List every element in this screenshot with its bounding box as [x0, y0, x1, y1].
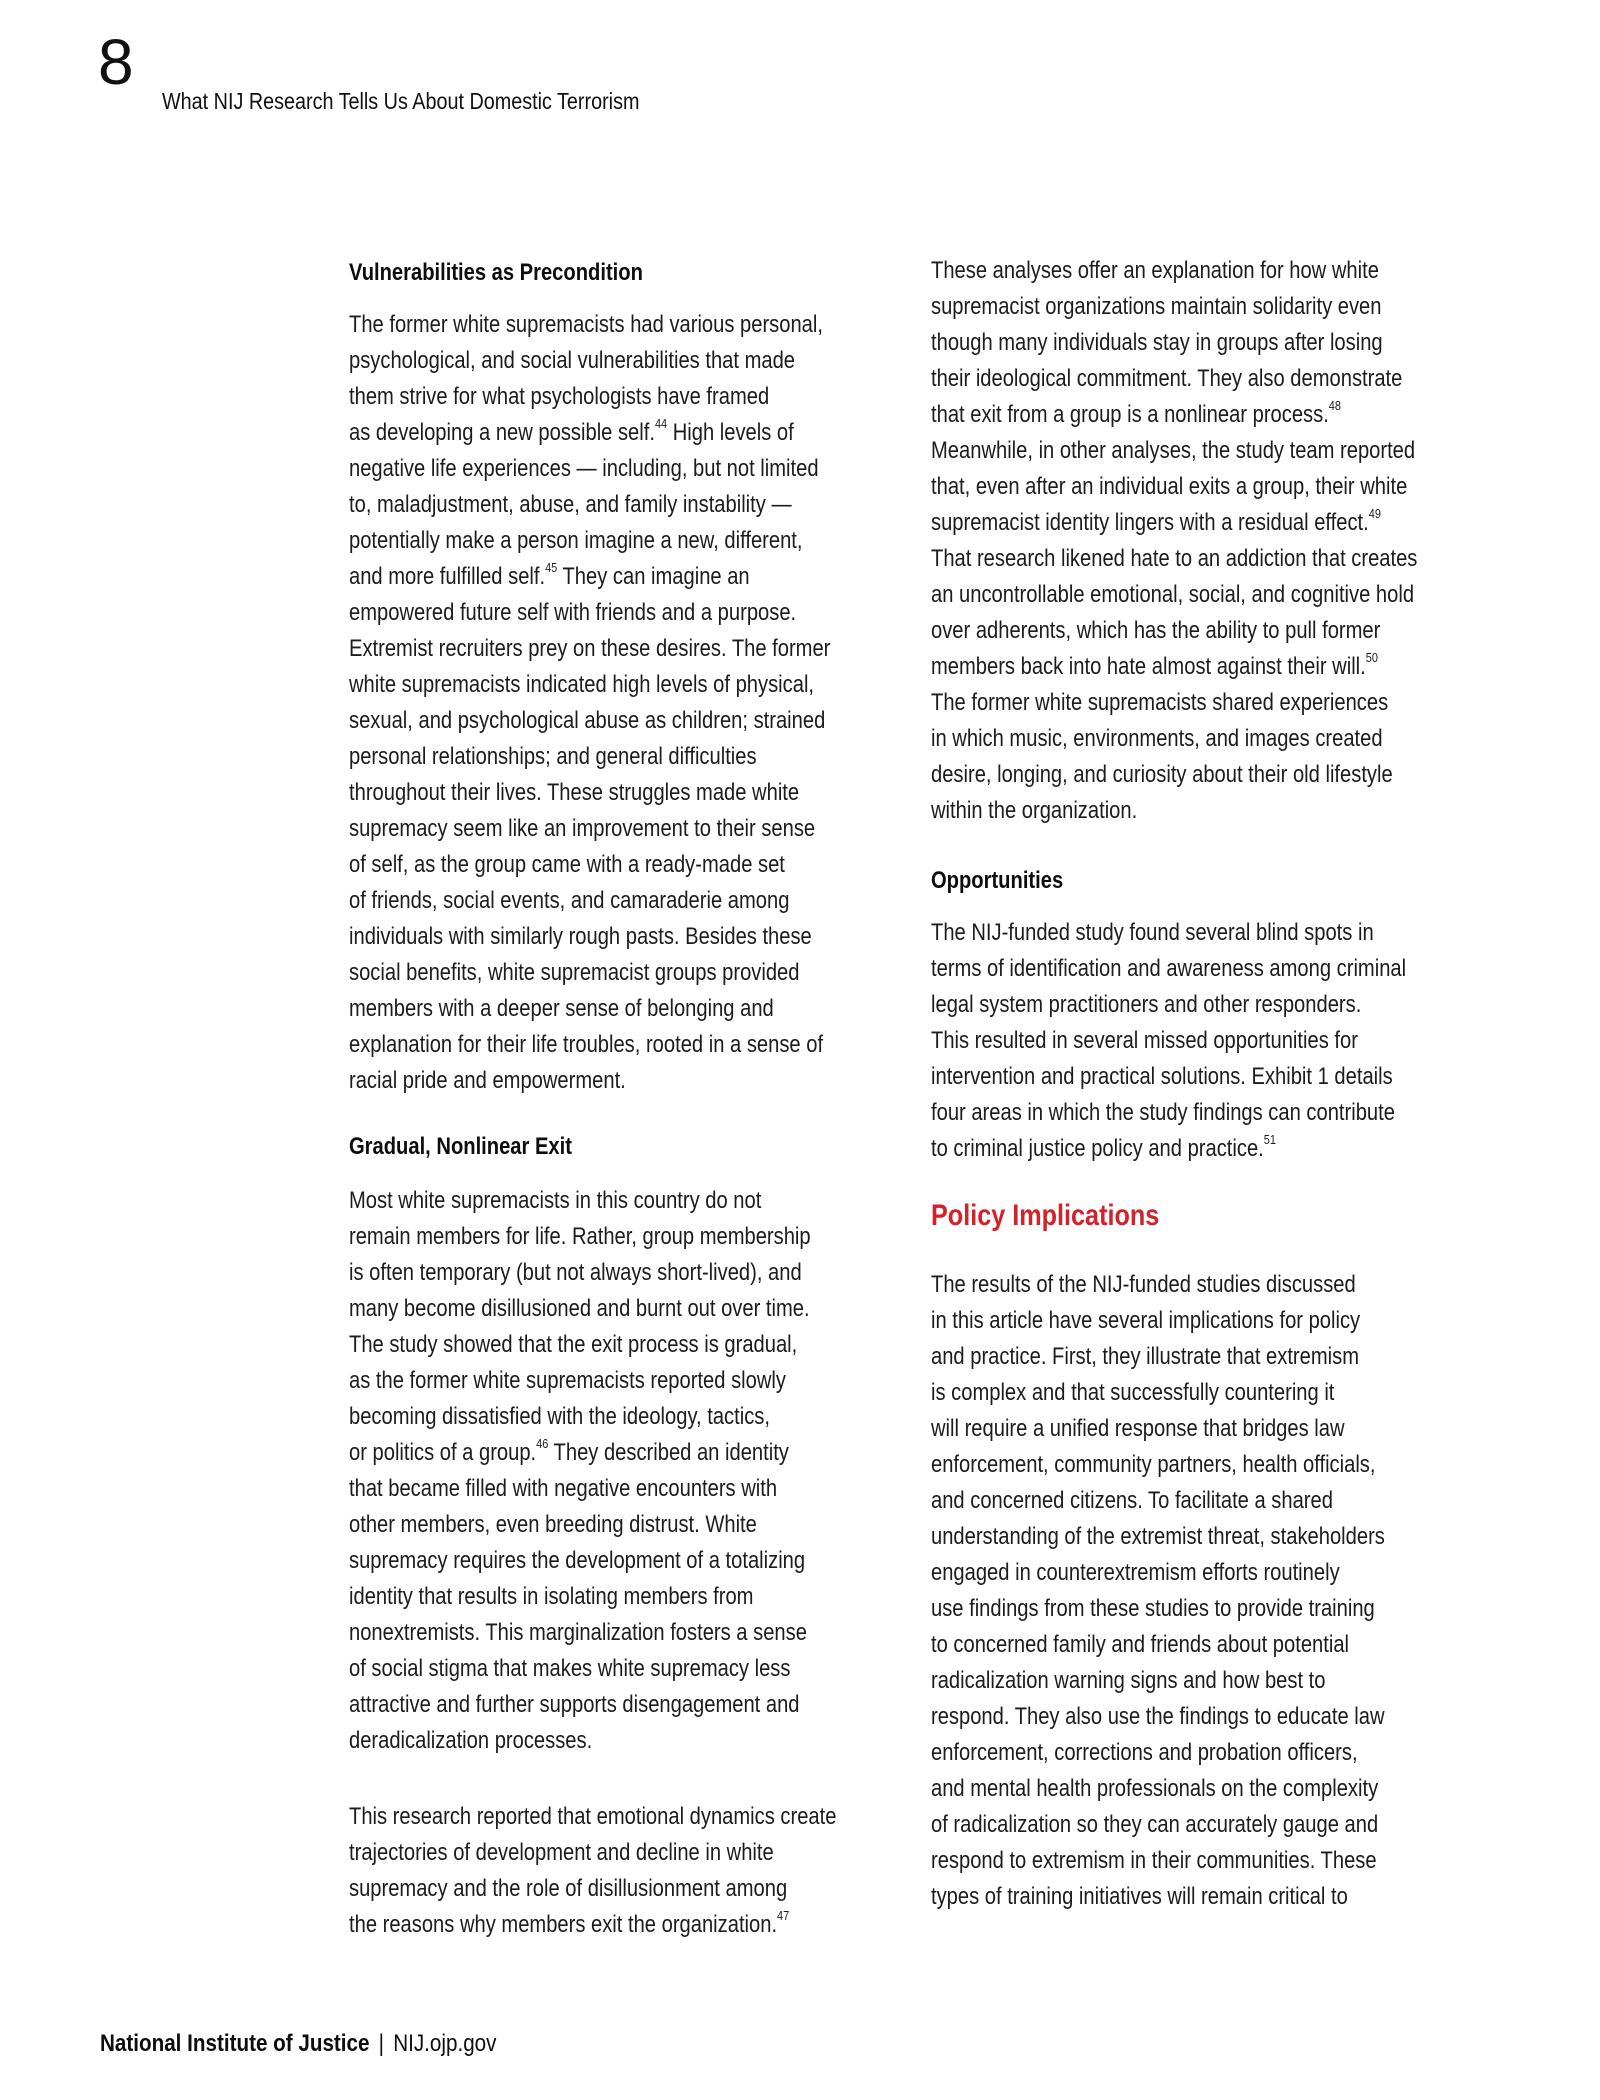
- text-line: is complex and that successfully countering it: [931, 1379, 1335, 1406]
- text-line: will require a unified response that bridges law: [931, 1415, 1345, 1442]
- text-line: negative life experiences — including, but not limited: [349, 455, 819, 482]
- text-line: of friends, social events, and camaraderie among: [349, 887, 790, 914]
- text-line: or politics of a group.$^{46}$ They described an identity: [349, 1436, 789, 1466]
- text-line: respond. They also use the findings to educate law: [931, 1703, 1385, 1730]
- text-line: as developing a new possible self.$^{44}$ High levels of: [349, 416, 794, 446]
- text-line: members with a deeper sense of belonging and: [349, 995, 774, 1022]
- text-line: radicalization warning signs and how best to: [931, 1667, 1326, 1694]
- text-line: terms of identification and awareness among criminal: [931, 955, 1407, 982]
- text-line: nonextremists. This marginalization fosters a sense: [349, 1619, 807, 1646]
- footnote-reference[interactable]: 47: [777, 1908, 790, 1923]
- text-line: The former white supremacists shared experiences: [931, 689, 1389, 716]
- text-line: sexual, and psychological abuse as children; strained: [349, 707, 826, 734]
- text-line: racial pride and empowerment.: [349, 1067, 626, 1094]
- text-line: many become disillusioned and burnt out over time.: [349, 1295, 810, 1322]
- text-line: This research reported that emotional dynamics create: [349, 1803, 837, 1830]
- text-line: to criminal justice policy and practice.$^{51}$: [931, 1132, 1276, 1162]
- text-line: use findings from these studies to provide training: [931, 1595, 1375, 1622]
- footnote-reference[interactable]: 48: [1328, 398, 1341, 413]
- text-line: Extremist recruiters prey on these desires. The former: [349, 635, 831, 662]
- text-line: intervention and practical solutions. Exhibit 1 details: [931, 1063, 1393, 1090]
- text-line: becoming dissatisfied with the ideology, tactics,: [349, 1403, 770, 1430]
- running-title: What NIJ Research Tells Us About Domestic Terrorism: [162, 88, 640, 114]
- text-line: though many individuals stay in groups after losing: [931, 329, 1383, 356]
- footnote-reference[interactable]: 46: [536, 1436, 549, 1451]
- text-line: remain members for life. Rather, group membership: [349, 1223, 811, 1250]
- text-line: explanation for their life troubles, rooted in a sense of: [349, 1031, 824, 1058]
- text-line: the reasons why members exit the organization.$^{47}$: [349, 1908, 790, 1938]
- text-line: is often temporary (but not always short-lived), and: [349, 1259, 802, 1286]
- text-line: that exit from a group is a nonlinear process.$^{48}$: [931, 398, 1341, 428]
- text-line: The NIJ-funded study found several blind spots in: [931, 919, 1374, 946]
- text-line: of self, as the group came with a ready-made set: [349, 851, 785, 878]
- text-line: enforcement, community partners, health officials,: [931, 1451, 1376, 1478]
- text-line: The results of the NIJ-funded studies discussed: [931, 1271, 1356, 1298]
- text-line: as the former white supremacists reported slowly: [349, 1367, 786, 1394]
- text-line: Meanwhile, in other analyses, the study team reported: [931, 437, 1416, 464]
- text-line: Most white supremacists in this country do not: [349, 1187, 762, 1214]
- footer-organization: National Institute of Justice: [100, 2030, 370, 2057]
- text-line: and more fulfilled self.$^{45}$ They can imagine an: [349, 560, 750, 590]
- text-line: of social stigma that makes white supremacy less: [349, 1655, 791, 1682]
- text-line: supremacist identity lingers with a residual effect.$^{49}$: [931, 506, 1381, 536]
- footnote-reference[interactable]: 50: [1365, 650, 1378, 665]
- text-line: in which music, environments, and images created: [931, 725, 1383, 752]
- text-line: desire, longing, and curiosity about their old lifestyle: [931, 761, 1393, 788]
- text-line: their ideological commitment. They also demonstrate: [931, 365, 1403, 392]
- footnote-reference[interactable]: 49: [1368, 506, 1381, 521]
- footnote-reference[interactable]: 51: [1263, 1132, 1276, 1147]
- text-line: to concerned family and friends about potential: [931, 1631, 1350, 1658]
- text-line: psychological, and social vulnerabilities that made: [349, 347, 796, 374]
- text-line: in this article have several implications for policy: [931, 1307, 1361, 1334]
- text-line: an uncontrollable emotional, social, and cognitive hold: [931, 581, 1415, 608]
- text-line: social benefits, white supremacist groups provided: [349, 959, 800, 986]
- text-line: enforcement, corrections and probation officers,: [931, 1739, 1358, 1766]
- text-line: legal system practitioners and other responders.: [931, 991, 1362, 1018]
- page-number: 8: [98, 26, 134, 98]
- text-line: empowered future self with friends and a purpose.: [349, 599, 797, 626]
- text-line: supremacy and the role of disillusionment among: [349, 1875, 788, 1902]
- text-line: understanding of the extremist threat, stakeholders: [931, 1523, 1385, 1550]
- text-line: four areas in which the study findings can contribute: [931, 1099, 1395, 1126]
- footnote-reference[interactable]: 44: [654, 416, 668, 431]
- text-line: and concerned citizens. To facilitate a shared: [931, 1487, 1333, 1514]
- text-line: engaged in counterextremism efforts routinely: [931, 1559, 1340, 1586]
- text-line: over adherents, which has the ability to pull former: [931, 617, 1381, 644]
- footnote-reference[interactable]: 45: [545, 560, 558, 575]
- text-line: and practice. First, they illustrate that extremism: [931, 1343, 1359, 1370]
- text-line: supremacy requires the development of a totalizing: [349, 1547, 806, 1574]
- text-line: The former white supremacists had various personal,: [349, 311, 823, 338]
- text-line: within the organization.: [931, 797, 1138, 824]
- text-line: attractive and further supports disengagement and: [349, 1691, 800, 1718]
- text-line: trajectories of development and decline in white: [349, 1839, 774, 1866]
- subheading-vulnerabilities: Vulnerabilities as Precondition: [349, 259, 643, 286]
- text-line: to, maladjustment, abuse, and family instability —: [349, 491, 792, 518]
- text-line: them strive for what psychologists have framed: [349, 383, 770, 410]
- footer-separator: |: [378, 2030, 385, 2057]
- footer: [100, 2030, 496, 2058]
- text-line: The study showed that the exit process is gradual,: [349, 1331, 798, 1358]
- text-line: of radicalization so they can accurately gauge and: [931, 1811, 1379, 1838]
- text-line: individuals with similarly rough pasts. Besides these: [349, 923, 812, 950]
- subheading-gradual-exit: Gradual, Nonlinear Exit: [349, 1133, 572, 1160]
- text-line: This resulted in several missed opportunities for: [931, 1027, 1358, 1054]
- text-line: These analyses offer an explanation for how white: [931, 257, 1379, 284]
- text-line: supremacist organizations maintain solidarity even: [931, 293, 1382, 320]
- footer-website-link[interactable]: NIJ.ojp.gov: [393, 2030, 497, 2057]
- text-line: potentially make a person imagine a new, different,: [349, 527, 803, 554]
- text-line: deradicalization processes.: [349, 1727, 593, 1754]
- text-line: members back into hate almost against their will.$^{50}$: [931, 650, 1378, 680]
- text-line: types of training initiatives will remain critical to: [931, 1883, 1348, 1910]
- text-line: that became filled with negative encounters with: [349, 1475, 778, 1502]
- text-line: and mental health professionals on the complexity: [931, 1775, 1379, 1802]
- section-heading-policy-implications: Policy Implications: [931, 1199, 1160, 1232]
- text-line: white supremacists indicated high levels of physical,: [349, 671, 815, 698]
- text-line: That research likened hate to an addiction that creates: [931, 545, 1418, 572]
- text-line: throughout their lives. These struggles made white: [349, 779, 800, 806]
- text-line: other members, even breeding distrust. White: [349, 1511, 757, 1538]
- text-line: respond to extremism in their communities. These: [931, 1847, 1377, 1874]
- text-line: identity that results in isolating members from: [349, 1583, 754, 1610]
- text-line: supremacy seem like an improvement to their sense: [349, 815, 816, 842]
- subheading-opportunities: Opportunities: [931, 867, 1064, 894]
- text-line: that, even after an individual exits a group, their white: [931, 473, 1408, 500]
- text-line: personal relationships; and general difficulties: [349, 743, 757, 770]
